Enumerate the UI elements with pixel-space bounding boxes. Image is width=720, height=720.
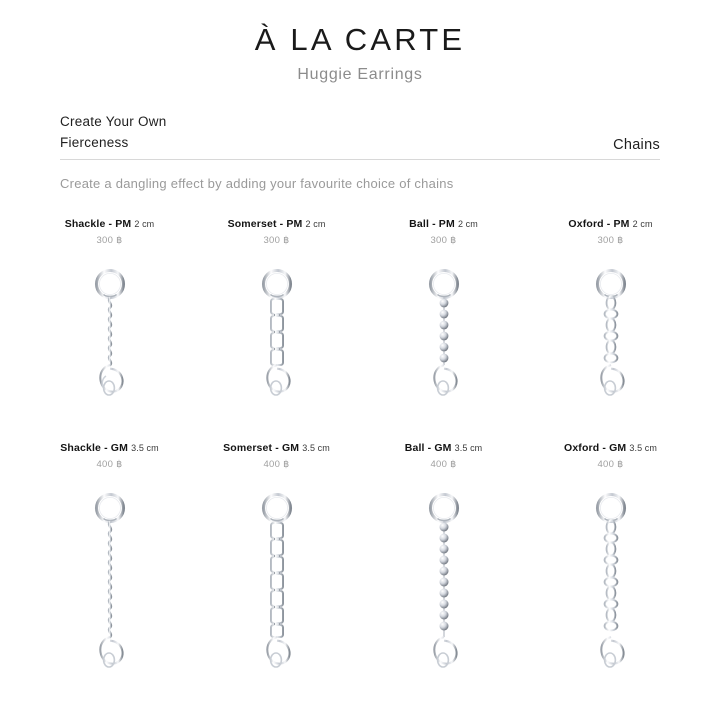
- product-price: 300 ฿: [263, 235, 290, 246]
- page-subtitle: Huggie Earrings: [297, 65, 423, 83]
- product-grid: [26, 218, 694, 688]
- product-image-somerset-gm: [193, 488, 360, 688]
- product-image-ball-gm: [360, 488, 527, 688]
- product-price: 400 ฿: [96, 459, 123, 470]
- product-image-oxford-gm: [527, 488, 694, 688]
- product-image-somerset-pm: [193, 264, 360, 434]
- product-cell-oxford-pm[interactable]: [527, 218, 694, 434]
- product-price: 400 ฿: [263, 459, 290, 470]
- product-cell-oxford-gm[interactable]: [527, 442, 694, 688]
- product-row-gm: [26, 442, 694, 688]
- product-price: 300 ฿: [597, 235, 624, 246]
- product-size: 2 cm: [305, 219, 326, 229]
- product-size: 3.5 cm: [454, 443, 483, 453]
- product-name-text: Somerset - GM: [223, 442, 300, 454]
- section-heading: [60, 112, 167, 154]
- product-row-pm: [26, 218, 694, 434]
- product-cell-somerset-gm[interactable]: [193, 442, 360, 688]
- product-name: [360, 218, 527, 230]
- page-header: [0, 0, 720, 84]
- product-name-text: Oxford - GM: [564, 442, 627, 454]
- product-name: [26, 442, 193, 454]
- product-size: 3.5 cm: [302, 443, 330, 453]
- product-name: [360, 442, 527, 454]
- section-category-label: Chains: [613, 136, 660, 153]
- product-size: 3.5 cm: [629, 443, 657, 453]
- section-divider: [60, 159, 660, 160]
- product-cell-ball-pm[interactable]: [360, 218, 527, 434]
- product-size: 2 cm: [632, 219, 653, 229]
- product-price: 400 ฿: [597, 459, 624, 470]
- product-name-text: Ball - PM: [409, 218, 455, 230]
- product-image-ball-pm: [360, 264, 527, 434]
- product-name-text: Oxford - PM: [568, 218, 630, 230]
- product-size: 2 cm: [134, 219, 155, 229]
- page-title: À LA CARTE: [254, 22, 466, 57]
- product-cell-somerset-pm[interactable]: [193, 218, 360, 434]
- product-cell-shackle-pm[interactable]: [26, 218, 193, 434]
- product-price: 400 ฿: [430, 459, 457, 470]
- section-description: Create a dangling effect by adding your favourite choice of chains: [60, 175, 454, 191]
- product-name: [527, 442, 694, 454]
- product-image-shackle-pm: [26, 264, 193, 434]
- product-size: 3.5 cm: [131, 443, 159, 453]
- product-image-oxford-pm: [527, 264, 694, 434]
- section-heading-line2: Fierceness: [60, 134, 129, 150]
- product-size: 2 cm: [457, 219, 478, 229]
- product-cell-ball-gm[interactable]: [360, 442, 527, 688]
- product-name-text: Ball - GM: [404, 442, 452, 454]
- product-name: [193, 218, 360, 230]
- product-name: [527, 218, 694, 230]
- product-image-shackle-gm: [26, 488, 193, 688]
- product-name-text: Somerset - PM: [227, 218, 303, 230]
- product-price: 300 ฿: [430, 235, 457, 246]
- product-name: [193, 442, 360, 454]
- product-price: 300 ฿: [96, 235, 123, 246]
- section-heading-line1: Create Your Own: [60, 114, 167, 129]
- product-name: [26, 218, 193, 230]
- section-band: [60, 112, 660, 191]
- product-cell-shackle-gm[interactable]: [26, 442, 193, 688]
- product-name-text: Shackle - PM: [64, 218, 132, 230]
- product-name-text: Shackle - GM: [60, 442, 129, 454]
